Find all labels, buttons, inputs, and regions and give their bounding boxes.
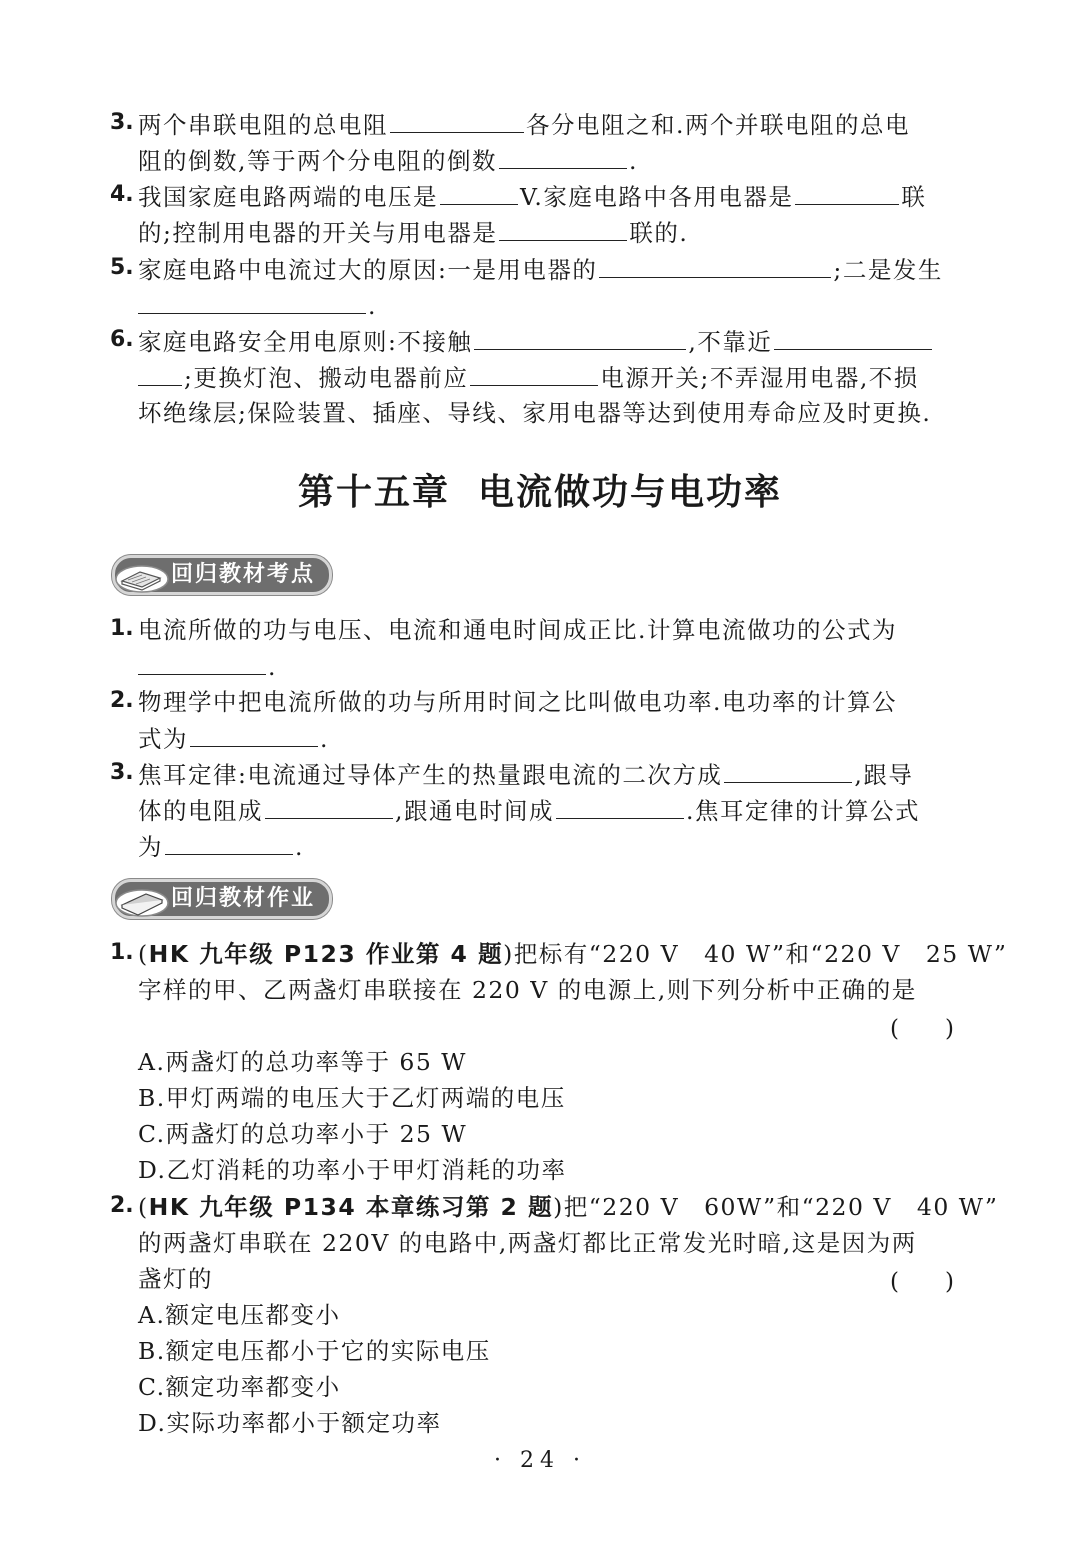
question-text: 焦耳定律:电流通过导体产生的热量跟电流的二次方成 <box>138 761 723 789</box>
chapter-label: 第十五章 <box>297 471 450 513</box>
question-text: V.家庭电路中各用电器是 <box>520 183 794 211</box>
answer-blank[interactable] <box>470 359 598 386</box>
question-number: 4. <box>110 182 134 207</box>
question-text: 阻的倒数,等于两个分电阻的倒数 <box>138 147 497 175</box>
answer-blank[interactable] <box>138 287 366 314</box>
option-b[interactable]: B.甲灯两端的电压大于乙灯两端的电压 <box>138 1084 566 1112</box>
question-line <box>138 972 917 1008</box>
answer-blank[interactable] <box>265 792 393 819</box>
question-number: 2. <box>110 1193 134 1218</box>
section-header-key-points <box>112 556 332 594</box>
answer-blank[interactable] <box>165 828 293 855</box>
option-d[interactable]: D.实际功率都小于额定功率 <box>138 1409 442 1437</box>
question-number: 3. <box>110 760 134 785</box>
notebook-icon <box>114 883 170 917</box>
source-close: ) <box>503 940 514 968</box>
option-b[interactable]: B.额定电压都小于它的实际电压 <box>138 1337 491 1365</box>
question-source: HK 九年级 P123 作业第 4 题 <box>148 940 504 968</box>
section-title: 回归教材考点 <box>112 555 332 595</box>
question-text: 盏灯的 <box>138 1265 213 1293</box>
section-header-homework <box>112 880 332 918</box>
answer-blank[interactable] <box>390 106 524 133</box>
question-text: 的;控制用电器的开关与用电器是 <box>138 219 498 247</box>
question-line <box>138 684 897 720</box>
question-number: 5. <box>110 255 134 280</box>
answer-blank[interactable] <box>190 720 318 747</box>
question-line <box>138 648 277 685</box>
question-line <box>138 395 931 431</box>
question-line <box>138 142 638 179</box>
answer-parentheses[interactable]: ( ) <box>890 1016 954 1042</box>
question-line <box>138 359 919 396</box>
question-text: 为 <box>138 833 163 861</box>
question-text: ,跟通电时间成 <box>395 797 554 825</box>
question-text: ;二是发生 <box>833 256 943 284</box>
question-text: 把“220 V 60W”和“220 V 40 W” <box>563 1193 999 1221</box>
question-line <box>138 106 910 143</box>
question-text: 家庭电路安全用电原则:不接触 <box>138 328 473 356</box>
question-number: 2. <box>110 688 134 713</box>
question-text: 联的. <box>629 219 689 247</box>
question-text: 电流所做的功与电压、电流和通电时间成正比.计算电流做功的公式为 <box>138 616 897 644</box>
question-text: ,跟导 <box>854 761 914 789</box>
question-text: 式为 <box>138 725 188 753</box>
answer-blank[interactable] <box>138 359 182 386</box>
book-icon <box>114 559 170 593</box>
answer-blank[interactable] <box>774 323 932 350</box>
question-text: . <box>368 292 377 320</box>
answer-blank[interactable] <box>474 323 686 350</box>
question-line <box>138 936 1007 972</box>
question-line <box>138 612 897 648</box>
question-line <box>138 828 304 865</box>
answer-blank[interactable] <box>724 756 852 783</box>
question-text: 我国家庭电路两端的电压是 <box>138 183 438 211</box>
chapter-title <box>0 464 1080 515</box>
answer-parentheses[interactable]: ( ) <box>890 1269 954 1295</box>
question-line <box>138 214 688 251</box>
answer-blank[interactable] <box>499 214 627 241</box>
question-line <box>138 792 920 829</box>
question-line <box>138 1261 213 1297</box>
question-text: 字样的甲、乙两盏灯串联接在 220 V 的电源上,则下列分析中正确的是 <box>138 976 917 1004</box>
source-close: ) <box>553 1193 564 1221</box>
question-text: 体的电阻成 <box>138 797 263 825</box>
question-text: 的两盏灯串联在 220V 的电路中,两盏灯都比正常发光时暗,这是因为两 <box>138 1229 917 1257</box>
question-number: 1. <box>110 616 134 641</box>
question-text: . <box>268 653 277 681</box>
page-number: · 24 · <box>494 1448 586 1473</box>
option-c[interactable]: C.额定功率都变小 <box>138 1373 341 1401</box>
answer-blank[interactable] <box>556 792 684 819</box>
question-text: 把标有“220 V 40 W”和“220 V 25 W” <box>513 940 1008 968</box>
question-text: 坏绝缘层;保险装置、插座、导线、家用电器等达到使用寿命应及时更换. <box>138 399 932 427</box>
option-a[interactable]: A.两盏灯的总功率等于 65 W <box>138 1048 467 1076</box>
answer-blank[interactable] <box>440 178 518 205</box>
question-line <box>138 1189 998 1225</box>
question-text: 各分电阻之和.两个并联电阻的总电 <box>526 111 910 139</box>
answer-blank[interactable] <box>499 142 627 169</box>
question-text: . <box>320 725 329 753</box>
question-number: 6. <box>110 327 134 352</box>
question-text: 物理学中把电流所做的功与所用时间之比叫做电功率.电功率的计算公 <box>138 688 897 716</box>
question-text: 两个串联电阻的总电阻 <box>138 111 388 139</box>
answer-blank[interactable] <box>599 251 831 278</box>
answer-blank[interactable] <box>138 648 266 675</box>
chapter-name: 电流做功与电功率 <box>478 471 783 513</box>
question-text: 联 <box>901 183 927 211</box>
question-text: 家庭电路中电流过大的原因:一是用电器的 <box>138 256 598 284</box>
question-line <box>138 178 926 215</box>
question-line <box>138 251 943 288</box>
question-text: . <box>628 147 638 175</box>
answer-blank[interactable] <box>795 178 899 205</box>
question-text: ;更换灯泡、搬动电器前应 <box>184 364 469 392</box>
question-text: .焦耳定律的计算公式 <box>685 797 920 825</box>
question-line <box>138 756 913 793</box>
question-text: . <box>295 833 304 861</box>
section-title: 回归教材作业 <box>112 879 332 919</box>
question-line <box>138 287 377 324</box>
option-d[interactable]: D.乙灯消耗的功率小于甲灯消耗的功率 <box>138 1156 567 1184</box>
source-open: ( <box>138 940 149 968</box>
option-a[interactable]: A.额定电压都变小 <box>138 1301 341 1329</box>
source-open: ( <box>138 1193 149 1221</box>
question-text: ,不靠近 <box>688 328 773 356</box>
question-line <box>138 1225 917 1261</box>
question-source: HK 九年级 P134 本章练习第 2 题 <box>148 1193 554 1221</box>
question-number: 3. <box>110 110 134 135</box>
question-line <box>138 323 934 360</box>
option-c[interactable]: C.两盏灯的总功率小于 25 W <box>138 1120 468 1148</box>
question-line <box>138 720 329 757</box>
question-text: 电源开关;不弄湿用电器,不损 <box>600 364 919 392</box>
question-number: 1. <box>110 940 134 965</box>
